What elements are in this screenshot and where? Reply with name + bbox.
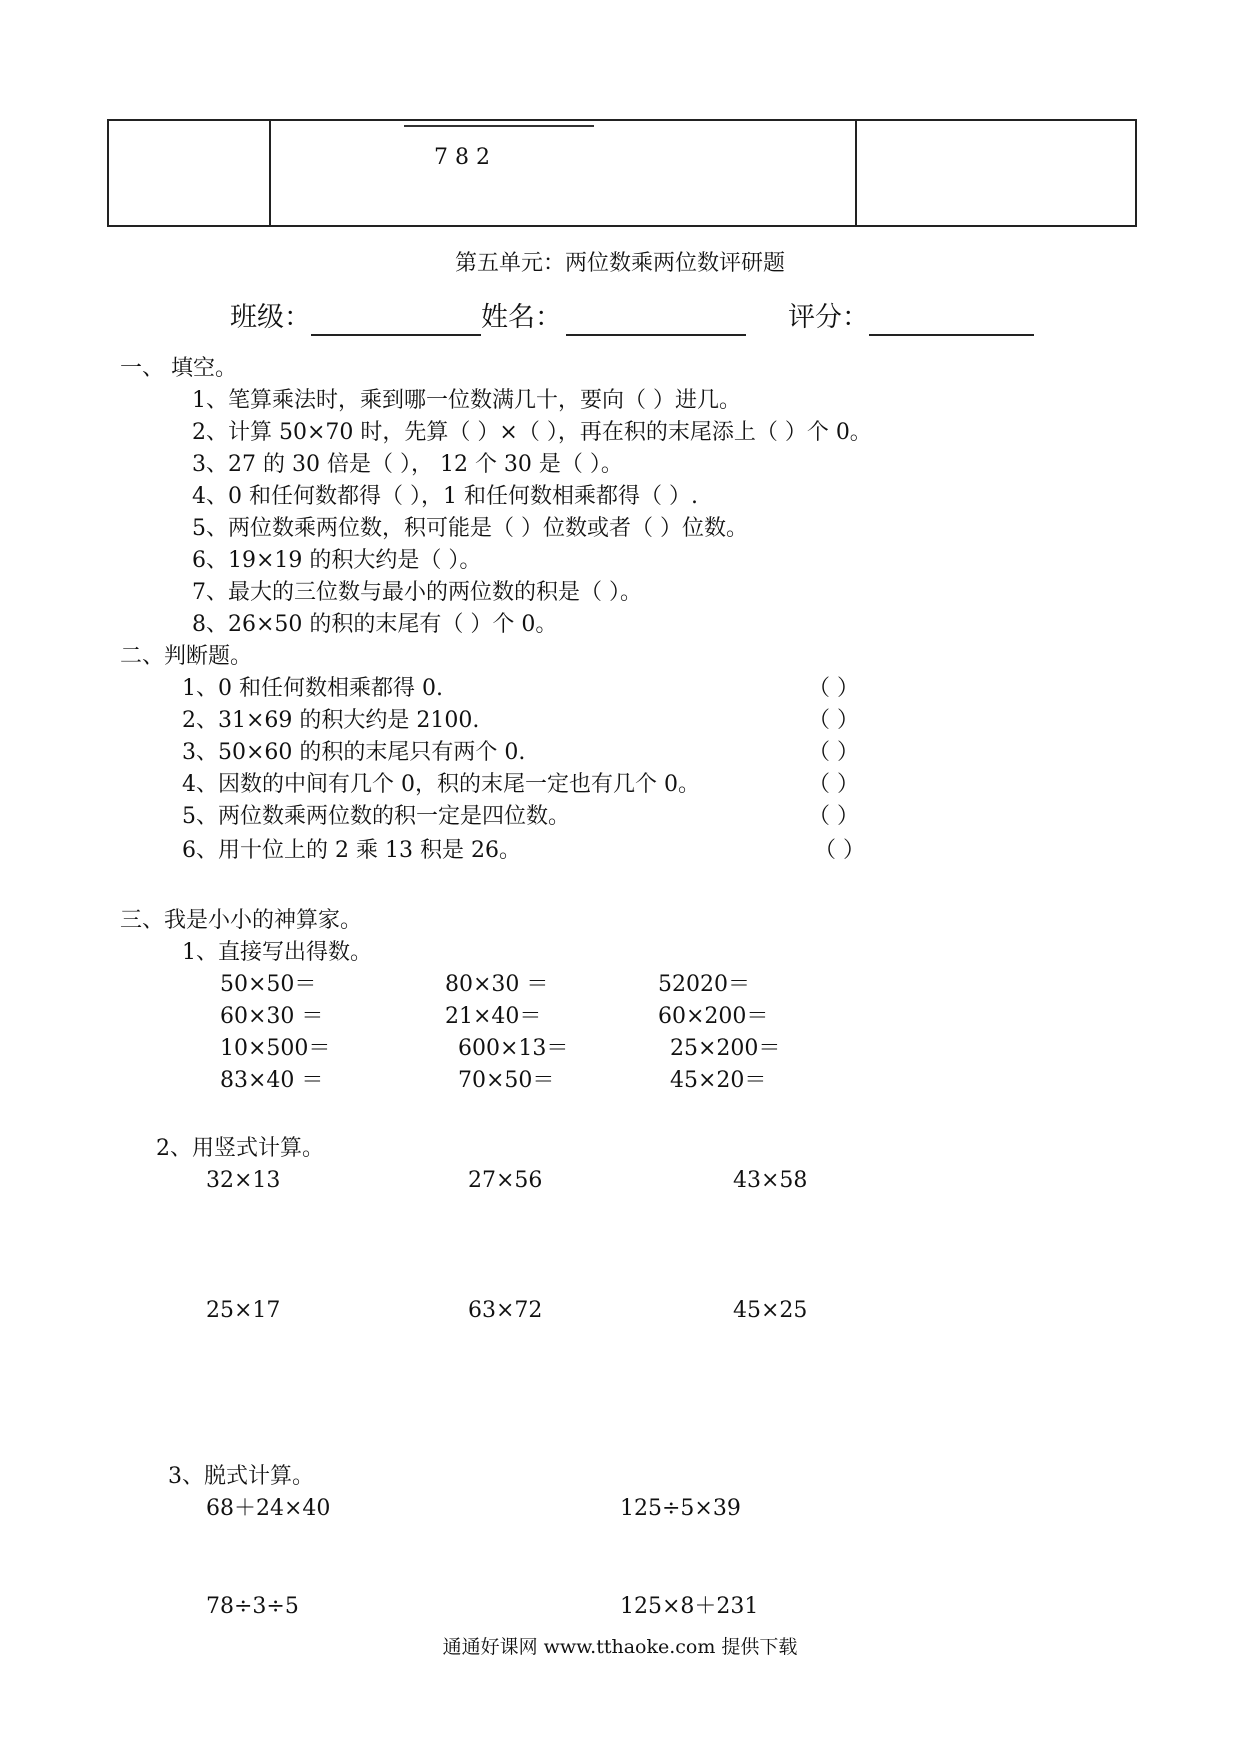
vertical-calc-item: 32×13: [206, 1168, 281, 1193]
step-calc-item: 68＋24×40: [206, 1496, 331, 1521]
step-calc-item: 125÷5×39: [620, 1496, 741, 1521]
table-divider: [855, 121, 857, 225]
mental-calc-item: 50×50＝: [220, 972, 317, 997]
part1-label: 1、直接写出得数。: [182, 940, 372, 965]
part2-label: 2、用竖式计算。: [156, 1136, 324, 1161]
score-label: 评分：: [788, 302, 869, 333]
section2-heading: 二、判断题。: [120, 644, 253, 669]
judge-item: 2、31×69 的积大约是 2100.: [182, 708, 480, 733]
mental-calc-item: 25×200＝: [670, 1036, 781, 1061]
mental-calc-item: 600×13＝: [458, 1036, 569, 1061]
name-label: 姓名：: [481, 302, 562, 333]
judge-mark[interactable]: （ ）: [808, 740, 859, 765]
section3-heading: 三、我是小小的神算家。: [120, 908, 363, 933]
mental-calc-item: 10×500＝: [220, 1036, 331, 1061]
judge-mark[interactable]: （ ）: [808, 804, 859, 829]
mental-calc-item: 21×40＝: [445, 1004, 542, 1029]
part3-label: 3、脱式计算。: [168, 1464, 314, 1489]
class-blank[interactable]: [311, 304, 481, 336]
class-label: 班级：: [230, 302, 311, 333]
top-table: [107, 119, 1137, 227]
mental-calc-item: 83×40 ＝: [220, 1068, 324, 1093]
mental-calc-item: 70×50＝: [458, 1068, 555, 1093]
judge-mark[interactable]: （ ）: [808, 676, 859, 701]
judge-mark[interactable]: （ ）: [814, 838, 865, 863]
mental-calc-item: 60×200＝: [658, 1004, 769, 1029]
mental-calc-item: 80×30 ＝: [445, 972, 549, 997]
fill-item: 5、两位数乘两位数，积可能是（ ）位数或者（ ）位数。: [192, 516, 748, 541]
vertical-calc-digits: 7 8 2: [434, 145, 490, 170]
footer-credit: 通通好课网 www.tthaoke.com 提供下载: [442, 1636, 798, 1658]
fill-item: 4、0 和任何数都得（ ），1 和任何数相乘都得（ ）.: [192, 484, 698, 509]
score-blank[interactable]: [869, 304, 1034, 336]
vertical-calc-item: 27×56: [468, 1168, 543, 1193]
step-calc-item: 78÷3÷5: [206, 1594, 299, 1619]
judge-item: 4、因数的中间有几个 0，积的末尾一定也有几个 0。: [182, 772, 700, 797]
table-divider: [269, 121, 271, 225]
name-blank[interactable]: [566, 304, 746, 336]
mental-calc-item: 60×30 ＝: [220, 1004, 324, 1029]
fill-item: 8、26×50 的积的末尾有（ ）个 0。: [192, 612, 558, 637]
page-title: 第五单元：两位数乘两位数评研题: [454, 251, 785, 276]
judge-mark[interactable]: （ ）: [808, 708, 859, 733]
fill-item: 3、27 的 30 倍是（ ）， 12 个 30 是（ ）。: [192, 452, 623, 477]
fill-item: 7、最大的三位数与最小的两位数的积是（ ）。: [192, 580, 642, 605]
info-line: [230, 300, 1034, 336]
judge-item: 6、用十位上的 2 乘 13 积是 26。: [182, 838, 521, 863]
vertical-calc-item: 25×17: [206, 1298, 281, 1323]
fill-item: 2、计算 50×70 时，先算（ ）×（ ），再在积的末尾添上（ ）个 0。: [192, 420, 872, 445]
step-calc-item: 125×8＋231: [620, 1594, 759, 1619]
mental-calc-item: 45×20＝: [670, 1068, 767, 1093]
vertical-calc-item: 43×58: [733, 1168, 808, 1193]
judge-item: 5、两位数乘两位数的积一定是四位数。: [182, 804, 570, 829]
vertical-calc-rule: [404, 125, 594, 127]
fill-item: 1、笔算乘法时，乘到哪一位数满几十，要向（ ）进几。: [192, 388, 741, 413]
judge-item: 3、50×60 的积的末尾只有两个 0.: [182, 740, 526, 765]
vertical-calc-item: 63×72: [468, 1298, 543, 1323]
section1-heading: 一、 填空。: [120, 356, 237, 381]
judge-mark[interactable]: （ ）: [808, 772, 859, 797]
fill-item: 6、19×19 的积大约是（ ）。: [192, 548, 482, 573]
judge-item: 1、0 和任何数相乘都得 0.: [182, 676, 443, 701]
mental-calc-item: 52020＝: [658, 972, 750, 997]
vertical-calc-item: 45×25: [733, 1298, 808, 1323]
